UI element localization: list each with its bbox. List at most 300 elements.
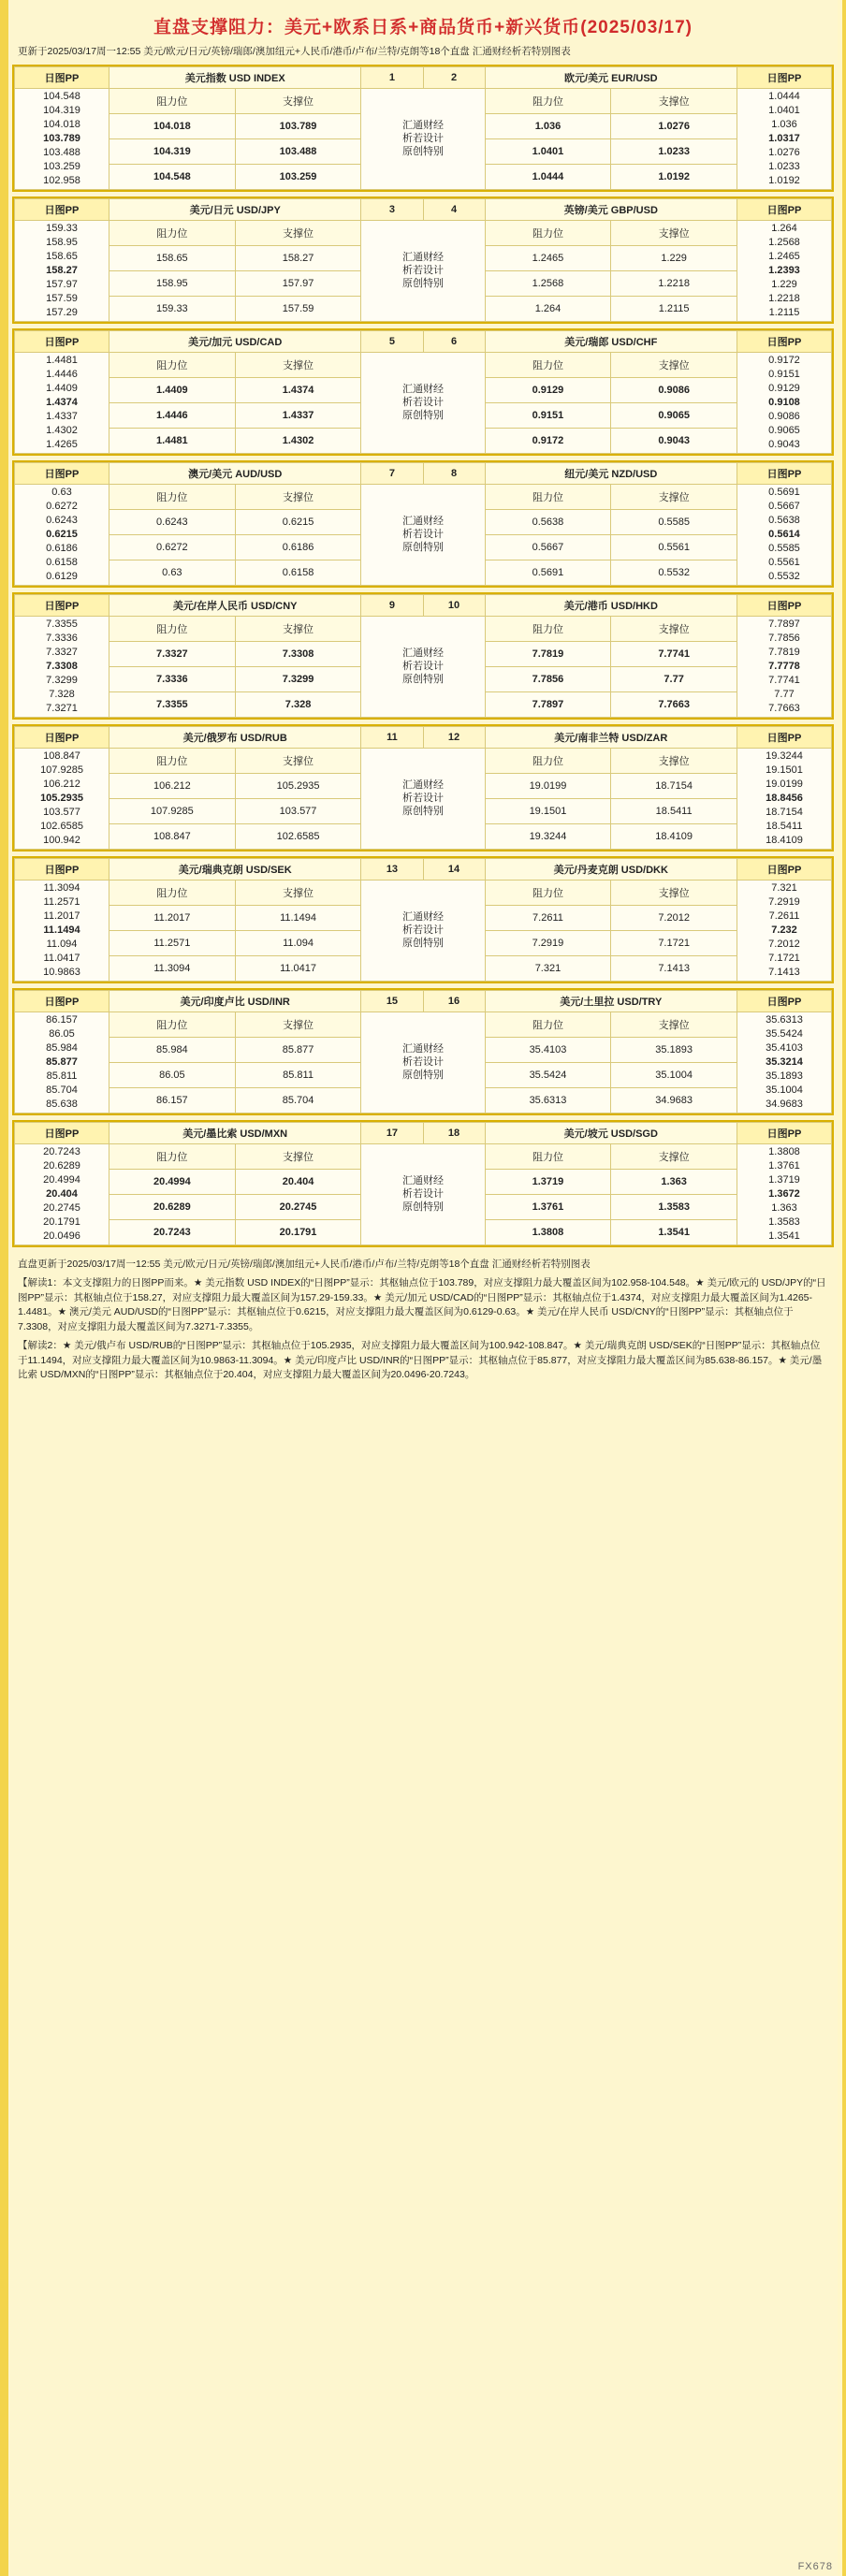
resistance-value-right: 0.5691	[485, 560, 611, 586]
pp-value: 7.3299	[46, 675, 78, 687]
pair-title-left: 美元/在岸人民币 USD/CNY	[109, 595, 361, 617]
support-header-left: 支撑位	[235, 1012, 361, 1038]
resistance-value-right: 7.7897	[485, 692, 611, 718]
support-value-right: 1.2115	[611, 297, 737, 322]
support-value-right: 18.4109	[611, 824, 737, 850]
resistance-value-right: 19.3244	[485, 824, 611, 850]
pp-value: 20.7243	[43, 1146, 80, 1158]
watermark: 汇通财经 析若设计 原创特别	[361, 880, 485, 982]
resistance-value-right: 1.0401	[485, 139, 611, 165]
pp-value: 1.4481	[46, 355, 78, 367]
resistance-header-right: 阻力位	[485, 353, 611, 378]
pp-value: 157.97	[46, 279, 78, 291]
pp-value: 11.2571	[43, 896, 80, 909]
block-number-left: 7	[361, 463, 423, 485]
pp-value: 11.1494	[43, 924, 80, 937]
support-value-right: 0.5532	[611, 560, 737, 586]
pp-value: 0.9065	[768, 425, 800, 437]
pp-header-right: 日图PP	[737, 859, 831, 880]
support-value-left: 20.2745	[235, 1195, 361, 1220]
resistance-value-right: 19.1501	[485, 799, 611, 824]
pp-column-left	[15, 749, 109, 850]
support-header-left: 支撑位	[235, 485, 361, 510]
block-number-left: 11	[361, 727, 423, 749]
pp-header-left: 日图PP	[15, 331, 109, 353]
block-number-left: 13	[361, 859, 423, 880]
pp-value: 0.6158	[46, 557, 78, 569]
support-value-right: 1.0276	[611, 114, 737, 139]
blocks-container	[12, 65, 834, 1247]
pair-title-left: 美元/印度卢比 USD/INR	[109, 991, 361, 1012]
pp-value: 1.0317	[768, 133, 800, 145]
support-header-left: 支撑位	[235, 1144, 361, 1170]
pp-value: 103.789	[43, 133, 80, 145]
pair-block	[12, 328, 834, 456]
pp-value: 35.4103	[766, 1042, 803, 1055]
pp-column-left	[15, 617, 109, 718]
support-value-left: 20.1791	[235, 1220, 361, 1245]
support-value-left: 1.4374	[235, 378, 361, 403]
pp-value: 0.9108	[768, 397, 800, 409]
pp-value: 20.2745	[43, 1202, 80, 1215]
pp-header-right: 日图PP	[737, 463, 831, 485]
support-value-right: 18.5411	[611, 799, 737, 824]
resistance-value-left: 1.4481	[109, 429, 236, 454]
resistance-value-right: 7.2611	[485, 906, 611, 931]
support-value-left: 0.6158	[235, 560, 361, 586]
resistance-value-right: 7.7856	[485, 667, 611, 692]
support-value-right: 7.1413	[611, 956, 737, 982]
support-value-left: 158.27	[235, 246, 361, 271]
pp-value: 7.7856	[768, 633, 800, 645]
pp-value: 1.0276	[768, 147, 800, 159]
resistance-header-left: 阻力位	[109, 880, 236, 906]
support-value-right: 35.1893	[611, 1038, 737, 1063]
block-number-right: 8	[423, 463, 485, 485]
pp-value: 1.4374	[46, 397, 78, 409]
pp-value: 107.9285	[40, 764, 83, 777]
pp-value: 34.9683	[766, 1099, 803, 1111]
resistance-value-left: 7.3336	[109, 667, 236, 692]
block-number-right: 6	[423, 331, 485, 353]
support-value-left: 7.3308	[235, 642, 361, 667]
support-value-right: 35.1004	[611, 1063, 737, 1088]
pair-title-left: 美元指数 USD INDEX	[109, 67, 361, 89]
resistance-value-left: 158.95	[109, 271, 236, 297]
pp-value: 7.1413	[768, 967, 800, 979]
watermark: 汇通财经 析若设计 原创特别	[361, 221, 485, 322]
pp-value: 85.704	[46, 1084, 78, 1097]
pp-value: 7.3327	[46, 647, 78, 659]
support-value-right: 0.9043	[611, 429, 737, 454]
block-number-right: 2	[423, 67, 485, 89]
pp-value: 7.7741	[768, 675, 800, 687]
pp-value: 7.7897	[768, 619, 800, 631]
pp-header-left: 日图PP	[15, 1123, 109, 1144]
pp-header-right: 日图PP	[737, 991, 831, 1012]
pp-value: 7.2012	[768, 939, 800, 951]
pp-header-left: 日图PP	[15, 595, 109, 617]
support-value-right: 1.3583	[611, 1195, 737, 1220]
pp-value: 35.5424	[766, 1028, 803, 1041]
pp-value: 104.548	[43, 91, 80, 103]
block-number-left: 15	[361, 991, 423, 1012]
support-value-left: 11.094	[235, 931, 361, 956]
pp-value: 104.319	[43, 105, 80, 117]
pp-column-right	[737, 1012, 831, 1113]
resistance-header-right: 阻力位	[485, 749, 611, 774]
pp-value: 11.094	[46, 939, 78, 951]
pair-title-left: 美元/瑞典克朗 USD/SEK	[109, 859, 361, 880]
resistance-value-left: 108.847	[109, 824, 236, 850]
block-number-right: 14	[423, 859, 485, 880]
pp-value: 20.404	[46, 1188, 78, 1201]
pp-value: 19.1501	[766, 764, 803, 777]
footer-note1: 【解读1：本文支撑阻力的日图PP而来。★ 美元指数 USD INDEX的“日图PP”显示：其枢轴点位于103.789，对应支撑阻力最大覆盖区间为102.958-104.548。★ 美元/欧元的 USD/JPY的“日图PP”显示：其枢轴点位于158.27，对应支撑阻力最大覆盖区间为157.29-159.33。★ 美元/加元 USD/CAD的“日图PP”显示：其枢轴点位于1.4374，对应支撑阻力最大覆盖区间为1.4265-1.4481。★ 澳元/美元 AUD/USD的“日图PP”显示：其枢轴点位于0.6215，对应支撑阻力最大覆盖区间为0.6129-0.63。★ 美元/在岸人民币 USD/CNY的“日图PP”显示：其枢轴点位于7.3308，对应支撑阻力最大覆盖区间为7.3271-7.3355。	[18, 1276, 826, 1333]
pp-value: 7.7663	[768, 703, 800, 715]
pp-header-right: 日图PP	[737, 1123, 831, 1144]
pp-value: 7.232	[771, 924, 797, 937]
pp-value: 0.63	[51, 487, 72, 499]
support-value-right: 0.5561	[611, 535, 737, 560]
resistance-value-right: 7.2919	[485, 931, 611, 956]
pp-value: 35.1893	[766, 1070, 803, 1083]
pp-column-left	[15, 221, 109, 322]
pair-title-left: 美元/俄罗布 USD/RUB	[109, 727, 361, 749]
resistance-header-right: 阻力位	[485, 1144, 611, 1170]
block-number-right: 10	[423, 595, 485, 617]
pp-column-right	[737, 749, 831, 850]
support-value-right: 1.229	[611, 246, 737, 271]
pp-value: 20.0496	[43, 1230, 80, 1243]
pp-value: 0.5638	[768, 515, 800, 527]
resistance-header-left: 阻力位	[109, 1144, 236, 1170]
support-header-right: 支撑位	[611, 1144, 737, 1170]
resistance-value-right: 0.5667	[485, 535, 611, 560]
pp-value: 7.2919	[768, 896, 800, 909]
support-value-left: 0.6215	[235, 510, 361, 535]
pp-value: 7.3336	[46, 633, 78, 645]
watermark: 汇通财经 析若设计 原创特别	[361, 89, 485, 190]
pair-title-right: 美元/南非兰特 USD/ZAR	[485, 727, 737, 749]
support-header-left: 支撑位	[235, 89, 361, 114]
support-header-right: 支撑位	[611, 617, 737, 642]
pp-column-right	[737, 617, 831, 718]
pp-value: 1.3761	[768, 1160, 800, 1172]
pp-header-left: 日图PP	[15, 991, 109, 1012]
pp-value: 100.942	[43, 835, 80, 847]
watermark: 汇通财经 析若设计 原创特别	[361, 353, 485, 454]
pp-value: 10.9863	[43, 967, 80, 979]
watermark: 汇通财经 析若设计 原创特别	[361, 485, 485, 586]
pp-value: 11.2017	[43, 910, 80, 923]
page-subtitle: 更新于2025/03/17周一12:55 美元/欧元/日元/英镑/瑞郎/澳加纽元+人民币/港币/卢布/兰特/克朗等18个直盘 汇通财经析若特别图表	[18, 46, 571, 57]
pp-value: 1.0233	[768, 161, 800, 173]
support-value-left: 103.488	[235, 139, 361, 165]
pair-title-right: 欧元/美元 EUR/USD	[485, 67, 737, 89]
pp-value: 1.4409	[46, 383, 78, 395]
support-header-right: 支撑位	[611, 89, 737, 114]
watermark: 汇通财经 析若设计 原创特别	[361, 1144, 485, 1245]
resistance-value-right: 1.3808	[485, 1220, 611, 1245]
resistance-header-left: 阻力位	[109, 221, 236, 246]
pair-title-right: 美元/坡元 USD/SGD	[485, 1123, 737, 1144]
pair-block	[12, 196, 834, 324]
pair-title-left: 澳元/美元 AUD/USD	[109, 463, 361, 485]
pp-value: 103.259	[43, 161, 80, 173]
support-value-left: 157.97	[235, 271, 361, 297]
pp-column-left	[15, 353, 109, 454]
resistance-value-left: 104.018	[109, 114, 236, 139]
support-value-left: 0.6186	[235, 535, 361, 560]
support-value-right: 7.1721	[611, 931, 737, 956]
resistance-value-right: 1.2568	[485, 271, 611, 297]
block-number-left: 5	[361, 331, 423, 353]
pp-value: 104.018	[43, 119, 80, 131]
pair-title-right: 美元/瑞郎 USD/CHF	[485, 331, 737, 353]
pp-value: 158.95	[46, 237, 78, 249]
pp-value: 11.3094	[43, 882, 80, 895]
pair-title-left: 美元/日元 USD/JPY	[109, 199, 361, 221]
support-value-right: 1.0233	[611, 139, 737, 165]
resistance-value-right: 1.036	[485, 114, 611, 139]
resistance-value-left: 85.984	[109, 1038, 236, 1063]
pp-header-left: 日图PP	[15, 727, 109, 749]
pp-value: 20.6289	[43, 1160, 80, 1172]
block-number-right: 18	[423, 1123, 485, 1144]
watermark: 汇通财经 析若设计 原创特别	[361, 749, 485, 850]
pp-value: 1.0401	[768, 105, 800, 117]
resistance-value-left: 107.9285	[109, 799, 236, 824]
pp-value: 7.3308	[46, 661, 78, 673]
support-header-left: 支撑位	[235, 353, 361, 378]
pp-value: 1.3541	[768, 1230, 800, 1243]
pp-header-left: 日图PP	[15, 199, 109, 221]
support-value-right: 34.9683	[611, 1088, 737, 1113]
pair-title-right: 英镑/美元 GBP/USD	[485, 199, 737, 221]
resistance-value-left: 0.6243	[109, 510, 236, 535]
pp-value: 0.9043	[768, 439, 800, 451]
resistance-value-right: 1.3761	[485, 1195, 611, 1220]
pp-value: 103.488	[43, 147, 80, 159]
block-number-right: 12	[423, 727, 485, 749]
pp-column-left	[15, 89, 109, 190]
block-number-left: 3	[361, 199, 423, 221]
pp-value: 7.3355	[46, 619, 78, 631]
pp-value: 106.212	[43, 779, 80, 791]
pp-header-right: 日图PP	[737, 595, 831, 617]
resistance-value-right: 35.4103	[485, 1038, 611, 1063]
support-value-right: 0.5585	[611, 510, 737, 535]
pp-value: 18.8456	[766, 793, 803, 805]
support-header-right: 支撑位	[611, 485, 737, 510]
pair-block	[12, 1120, 834, 1247]
resistance-header-left: 阻力位	[109, 617, 236, 642]
pp-value: 35.6313	[766, 1014, 803, 1026]
pp-value: 35.3214	[766, 1056, 803, 1069]
pair-title-left: 美元/加元 USD/CAD	[109, 331, 361, 353]
support-value-left: 7.328	[235, 692, 361, 718]
pair-title-left: 美元/墨比索 USD/MXN	[109, 1123, 361, 1144]
pp-value: 157.29	[46, 307, 78, 319]
pp-value: 0.6186	[46, 543, 78, 555]
support-value-left: 11.1494	[235, 906, 361, 931]
pp-value: 158.65	[46, 251, 78, 263]
pp-value: 159.33	[46, 223, 78, 235]
resistance-header-left: 阻力位	[109, 353, 236, 378]
resistance-value-right: 0.9129	[485, 378, 611, 403]
pp-value: 1.2115	[768, 307, 800, 319]
pair-title-right: 美元/丹麦克朗 USD/DKK	[485, 859, 737, 880]
support-value-left: 103.789	[235, 114, 361, 139]
resistance-value-left: 106.212	[109, 774, 236, 799]
pp-column-left	[15, 880, 109, 982]
pp-value: 103.577	[43, 807, 80, 819]
resistance-header-right: 阻力位	[485, 880, 611, 906]
support-value-left: 105.2935	[235, 774, 361, 799]
pp-value: 0.5614	[768, 529, 800, 541]
support-value-left: 1.4337	[235, 403, 361, 429]
pp-value: 1.2393	[768, 265, 800, 277]
resistance-value-right: 0.9151	[485, 403, 611, 429]
pp-value: 1.0192	[768, 175, 800, 187]
support-value-left: 85.704	[235, 1088, 361, 1113]
resistance-value-right: 19.0199	[485, 774, 611, 799]
resistance-value-right: 0.9172	[485, 429, 611, 454]
support-value-left: 20.404	[235, 1170, 361, 1195]
support-value-left: 85.877	[235, 1038, 361, 1063]
resistance-value-left: 11.2017	[109, 906, 236, 931]
pp-value: 0.9086	[768, 411, 800, 423]
pp-value: 85.984	[46, 1042, 78, 1055]
support-header-left: 支撑位	[235, 221, 361, 246]
resistance-value-right: 7.321	[485, 956, 611, 982]
resistance-value-right: 1.0444	[485, 165, 611, 190]
pp-value: 18.7154	[766, 807, 803, 819]
support-value-right: 18.7154	[611, 774, 737, 799]
pp-value: 1.229	[771, 279, 797, 291]
pp-value: 0.5585	[768, 543, 800, 555]
pp-value: 0.6243	[46, 515, 78, 527]
pair-block	[12, 856, 834, 983]
resistance-header-left: 阻力位	[109, 1012, 236, 1038]
pp-value: 11.0417	[43, 953, 80, 965]
resistance-header-left: 阻力位	[109, 485, 236, 510]
pp-value: 108.847	[43, 750, 80, 763]
pp-value: 7.328	[49, 689, 75, 701]
support-value-left: 1.4302	[235, 429, 361, 454]
support-value-right: 1.0192	[611, 165, 737, 190]
support-value-left: 103.259	[235, 165, 361, 190]
pp-value: 1.2568	[768, 237, 800, 249]
pp-value: 158.27	[46, 265, 78, 277]
pp-header-left: 日图PP	[15, 67, 109, 89]
resistance-value-left: 158.65	[109, 246, 236, 271]
resistance-value-left: 20.4994	[109, 1170, 236, 1195]
pair-block	[12, 988, 834, 1115]
resistance-header-left: 阻力位	[109, 89, 236, 114]
support-value-left: 7.3299	[235, 667, 361, 692]
support-header-right: 支撑位	[611, 353, 737, 378]
pp-value: 0.5667	[768, 501, 800, 513]
support-value-right: 7.77	[611, 667, 737, 692]
pp-value: 7.7819	[768, 647, 800, 659]
pair-block	[12, 65, 834, 192]
pp-value: 0.9172	[768, 355, 800, 367]
pp-value: 19.3244	[766, 750, 803, 763]
support-value-left: 157.59	[235, 297, 361, 322]
resistance-value-left: 0.63	[109, 560, 236, 586]
pp-value: 0.6129	[46, 571, 78, 583]
pp-column-right	[737, 1144, 831, 1245]
pp-column-right	[737, 221, 831, 322]
pp-header-right: 日图PP	[737, 199, 831, 221]
pp-value: 85.638	[46, 1099, 78, 1111]
resistance-value-left: 104.319	[109, 139, 236, 165]
pp-value: 18.5411	[766, 821, 803, 833]
pp-value: 1.264	[771, 223, 797, 235]
pp-value: 1.3583	[768, 1216, 800, 1229]
resistance-value-left: 7.3327	[109, 642, 236, 667]
pp-value: 85.877	[46, 1056, 78, 1069]
pp-header-left: 日图PP	[15, 463, 109, 485]
pp-column-right	[737, 353, 831, 454]
resistance-value-left: 20.6289	[109, 1195, 236, 1220]
resistance-header-right: 阻力位	[485, 617, 611, 642]
pp-value: 20.4994	[43, 1174, 80, 1186]
pp-header-right: 日图PP	[737, 67, 831, 89]
pp-value: 7.2611	[768, 910, 800, 923]
resistance-header-right: 阻力位	[485, 1012, 611, 1038]
pp-value: 105.2935	[40, 793, 83, 805]
watermark: 汇通财经 析若设计 原创特别	[361, 617, 485, 718]
pp-value: 19.0199	[766, 779, 803, 791]
pp-value: 18.4109	[766, 835, 803, 847]
footer-line1: 直盘更新于2025/03/17周一12:55 美元/欧元/日元/英镑/瑞郎/澳加纽元+人民币/港币/卢布/兰特/克朗等18个直盘 汇通财经析若特别图表	[18, 1259, 591, 1271]
resistance-value-left: 7.3355	[109, 692, 236, 718]
block-number-right: 4	[423, 199, 485, 221]
support-header-left: 支撑位	[235, 617, 361, 642]
pp-value: 0.9129	[768, 383, 800, 395]
support-value-right: 7.7741	[611, 642, 737, 667]
resistance-value-right: 35.5424	[485, 1063, 611, 1088]
pp-value: 1.3719	[768, 1174, 800, 1186]
support-value-right: 1.363	[611, 1170, 737, 1195]
pp-value: 7.3271	[46, 703, 78, 715]
resistance-value-left: 86.05	[109, 1063, 236, 1088]
pp-header-right: 日图PP	[737, 727, 831, 749]
pp-value: 102.6585	[40, 821, 83, 833]
support-value-right: 0.9086	[611, 378, 737, 403]
pp-value: 35.1004	[766, 1084, 803, 1097]
resistance-value-left: 0.6272	[109, 535, 236, 560]
resistance-header-right: 阻力位	[485, 485, 611, 510]
page-title: 直盘支撑阻力：美元+欧系日系+商品货币+新兴货币(2025/03/17)	[153, 18, 693, 37]
brand-logo: FX678	[797, 2561, 833, 2572]
pp-value: 1.3672	[768, 1188, 800, 1201]
pp-value: 0.6215	[46, 529, 78, 541]
resistance-value-left: 11.2571	[109, 931, 236, 956]
pp-value: 1.4265	[46, 439, 78, 451]
pp-value: 20.1791	[43, 1216, 80, 1229]
pp-value: 102.958	[43, 175, 80, 187]
resistance-value-right: 1.2465	[485, 246, 611, 271]
pp-value: 0.5691	[768, 487, 800, 499]
resistance-header-right: 阻力位	[485, 89, 611, 114]
block-number-left: 17	[361, 1123, 423, 1144]
support-header-left: 支撑位	[235, 880, 361, 906]
pp-value: 0.5561	[768, 557, 800, 569]
